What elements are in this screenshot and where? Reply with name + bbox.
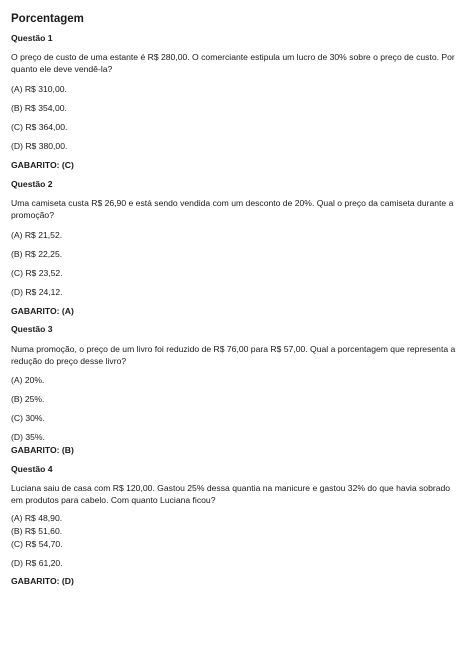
- question-3-option-d: (D) 35%.: [11, 432, 45, 442]
- question-2-option-a: (A) R$ 21,52.: [11, 230, 63, 240]
- question-1-option-c: (C) R$ 364,00.: [11, 122, 68, 132]
- question-2-option-c: (C) R$ 23,52.: [11, 268, 63, 278]
- question-2-stem: Uma camiseta custa R$ 26,90 e está sendo vendida com um desconto de 20%. Qual o preço da camiseta durante a promoção?: [11, 198, 454, 220]
- question-3-option-c: (C) 30%.: [11, 413, 45, 423]
- question-2-answer: GABARITO: (A): [11, 306, 74, 316]
- question-3-stem: Numa promoção, o preço de um livro foi reduzido de R$ 76,00 para R$ 57,00. Qual a porcentagem que representa a redução do preço desse livro?: [11, 344, 456, 366]
- question-4-option-c: (C) R$ 54,70.: [11, 539, 63, 549]
- question-1-heading: Questão 1: [11, 33, 53, 43]
- question-4-stem: Luciana saiu de casa com R$ 120,00. Gastou 25% dessa quantia na manicure e gastou 32% do que havia sobrado em produtos para cabelo. Com quanto Luciana ficou?: [11, 483, 451, 505]
- question-3-option-b: (B) 25%.: [11, 394, 45, 404]
- question-4-option-d: (D) R$ 61,20.: [11, 558, 63, 568]
- question-1-option-a: (A) R$ 310,00.: [11, 84, 67, 94]
- document-title: Porcentagem: [11, 13, 84, 25]
- question-1-stem: O preço de custo de uma estante é R$ 280,00. O comerciante estipula um lucro de 30% sobre o preço de custo. Por quanto ele deve vendê-la?: [11, 52, 455, 74]
- question-3-heading: Questão 3: [11, 324, 53, 334]
- question-4-heading: Questão 4: [11, 464, 53, 474]
- question-2-option-b: (B) R$ 22,25.: [11, 249, 63, 259]
- question-2-heading: Questão 2: [11, 179, 53, 189]
- question-3-option-a: (A) 20%.: [11, 375, 45, 385]
- question-4-option-b: (B) R$ 51,60.: [11, 526, 63, 536]
- question-3-answer: GABARITO: (B): [11, 445, 74, 455]
- question-4-option-a: (A) R$ 48,90.: [11, 513, 63, 523]
- question-1-option-b: (B) R$ 354,00.: [11, 103, 67, 113]
- question-4-answer: GABARITO: (D): [11, 576, 74, 586]
- question-1-answer: GABARITO: (C): [11, 160, 74, 170]
- question-2-option-d: (D) R$ 24,12.: [11, 287, 63, 297]
- question-1-option-d: (D) R$ 380,00.: [11, 141, 68, 151]
